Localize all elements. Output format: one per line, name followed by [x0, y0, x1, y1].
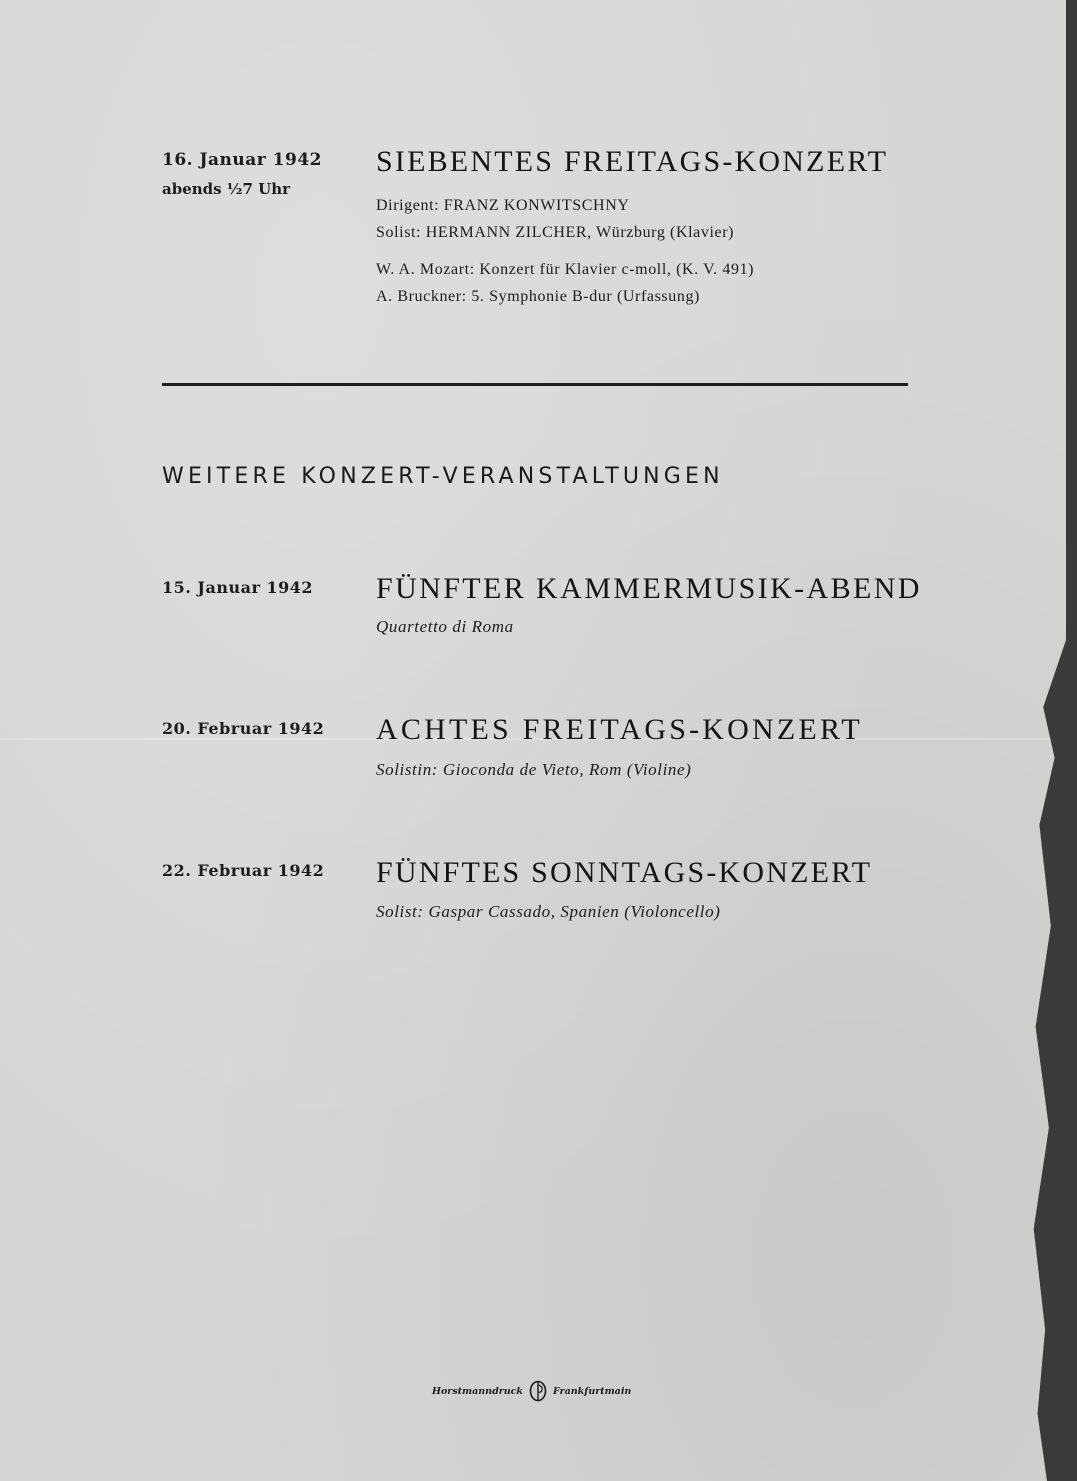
event-date: 20. Februar 1942: [162, 719, 325, 738]
section-heading: WEITERE KONZERT-VERANSTALTUNGEN: [162, 464, 724, 489]
event-subtitle: Solist: Gaspar Cassado, Spanien (Violoncello): [376, 902, 721, 921]
imprint-right-text: Frankfurtmain: [553, 1385, 632, 1397]
event-subtitle: Quartetto di Roma: [376, 617, 514, 636]
featured-title: SIEBENTES FREITAGS-KONZERT: [376, 145, 889, 178]
printer-imprint: [432, 1380, 631, 1402]
divider-rule: [162, 383, 908, 386]
event-title: FÜNFTES SONNTAGS-KONZERT: [376, 856, 873, 889]
featured-program-item: W. A. Mozart: Konzert für Klavier c-moll, (K. V. 491): [376, 261, 755, 278]
featured-date: 16. Januar 1942: [162, 150, 322, 170]
imprint-left-text: Horstmanndruck: [432, 1385, 523, 1397]
event-title: FÜNFTER KAMMERMUSIK-ABEND: [376, 572, 922, 605]
event-date: 15. Januar 1942: [162, 578, 314, 597]
event-title: ACHTES FREITAGS-KONZERT: [376, 713, 863, 746]
event-date: 22. Februar 1942: [162, 861, 325, 880]
torn-edge: [1028, 640, 1066, 1481]
featured-conductor: Dirigent: FRANZ KONWITSCHNY: [376, 197, 630, 214]
printer-logo-icon: [529, 1380, 547, 1402]
featured-soloist: Solist: HERMANN ZILCHER, Würzburg (Klavier): [376, 224, 735, 241]
featured-time: abends ½7 Uhr: [162, 180, 291, 198]
featured-program-item: A. Bruckner: 5. Symphonie B-dur (Urfassung): [376, 288, 700, 305]
event-subtitle: Solistin: Gioconda de Vieto, Rom (Violine): [376, 760, 692, 779]
